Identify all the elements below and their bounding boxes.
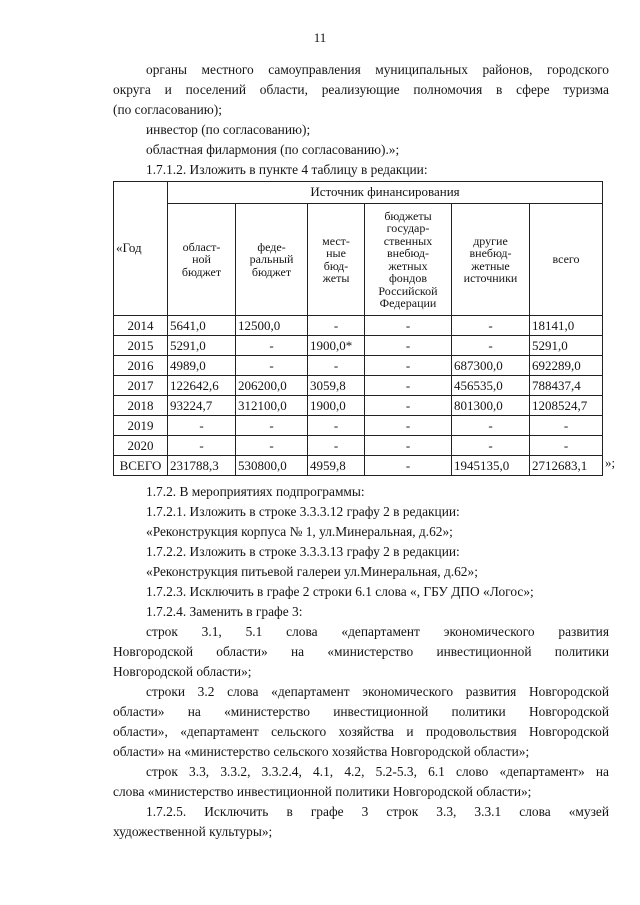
table-cell: - <box>365 436 452 456</box>
body-line-9: Новгородской области» на «министерство инвестиционной политики <box>113 644 609 659</box>
table-cell: 3059,8 <box>308 376 365 396</box>
table-cell: - <box>308 356 365 376</box>
intro-line-5: областная филармония (по согласованию).»; <box>146 142 400 157</box>
table-row <box>114 376 603 396</box>
table-cell: 5291,0 <box>168 336 236 356</box>
body-line-5: «Реконструкция питьевой галереи ул.Минеральная, д.62»; <box>146 564 478 579</box>
row-year: 2019 <box>114 416 168 436</box>
table-cell: - <box>365 376 452 396</box>
intro-line-3: (по согласованию); <box>113 102 222 117</box>
table-cell: 530800,0 <box>236 456 308 476</box>
table-cell: 788437,4 <box>530 376 603 396</box>
col-local-budgets: мест- ные бюд- жеты <box>308 204 365 316</box>
table-cell: - <box>452 436 530 456</box>
table-cell: - <box>530 416 603 436</box>
table-cell: - <box>168 436 236 456</box>
intro-line-2: округа и поселений области, реализующие полномочия в сфере туризма <box>113 82 609 97</box>
body-line-1: 1.7.2. В мероприятиях подпрограммы: <box>146 484 365 499</box>
table-cell: 1945135,0 <box>452 456 530 476</box>
table-cell: - <box>365 336 452 356</box>
row-year: 2015 <box>114 336 168 356</box>
table-row <box>114 316 603 336</box>
table-cell: - <box>236 416 308 436</box>
row-year: 2017 <box>114 376 168 396</box>
table-cell: - <box>308 416 365 436</box>
col-total: всего <box>530 204 603 316</box>
table-cell: - <box>452 336 530 356</box>
body-line-14: области» на «министерство сельского хозяйства Новгородской области»; <box>113 744 530 759</box>
year-header: «Год <box>114 182 168 316</box>
intro-line-4: инвестор (по согласованию); <box>146 122 311 137</box>
body-line-15: строк 3.3, 3.3.2, 3.3.2.4, 4.1, 4.2, 5.2-5.3, 6.1 слово «департамент» на <box>146 764 609 779</box>
table-cell: - <box>452 316 530 336</box>
table-row <box>114 396 603 416</box>
body-line-10: Новгородской области»; <box>113 664 252 679</box>
row-year: 2016 <box>114 356 168 376</box>
table-cell: 12500,0 <box>236 316 308 336</box>
body-line-12: области» на «министерство инвестиционной политики Новгородской <box>113 704 609 719</box>
table-cell: 122642,6 <box>168 376 236 396</box>
col-other-sources: другие внебюд- жетные источники <box>452 204 530 316</box>
row-year: 2018 <box>114 396 168 416</box>
col-federal-budget: феде- ральный бюджет <box>236 204 308 316</box>
body-line-11: строки 3.2 слова «департамент экономического развития Новгородской <box>146 684 609 699</box>
table-cell: - <box>365 456 452 476</box>
table-cell: 2712683,1 <box>530 456 603 476</box>
table-cell: 456535,0 <box>452 376 530 396</box>
table-cell: - <box>452 416 530 436</box>
row-year: 2020 <box>114 436 168 456</box>
body-line-2: 1.7.2.1. Изложить в строке 3.3.3.12 графу 2 в редакции: <box>146 504 460 519</box>
table-cell: - <box>308 436 365 456</box>
table-cell: - <box>168 416 236 436</box>
table-cell: 4989,0 <box>168 356 236 376</box>
col-regional-budget: област- ной бюджет <box>168 204 236 316</box>
table-cell: - <box>308 316 365 336</box>
table-cell: 312100,0 <box>236 396 308 416</box>
table-cell: 5291,0 <box>530 336 603 356</box>
table-cell: 801300,0 <box>452 396 530 416</box>
table-cell: - <box>365 396 452 416</box>
table-cell: 93224,7 <box>168 396 236 416</box>
table-cell: 4959,8 <box>308 456 365 476</box>
table-cell: 1900,0 <box>308 396 365 416</box>
table-cell: 206200,0 <box>236 376 308 396</box>
table-cell: - <box>530 436 603 456</box>
table-cell: - <box>365 416 452 436</box>
body-line-18: художественной культуры»; <box>113 824 273 839</box>
body-line-4: 1.7.2.2. Изложить в строке 3.3.3.13 графу 2 в редакции: <box>146 544 460 559</box>
table-cell: - <box>236 336 308 356</box>
table-row <box>114 356 603 376</box>
col-state-extrabudgetary-funds: бюджеты государ- ственных внебюд- жетных фондов Российской Федерации <box>365 204 452 316</box>
table-cell: 1208524,7 <box>530 396 603 416</box>
financing-source-header: Источник финансирования <box>168 182 603 204</box>
table-cell: - <box>365 316 452 336</box>
table-row-total <box>114 456 603 476</box>
financing-table <box>113 181 603 476</box>
table-row <box>114 436 603 456</box>
body-line-7: 1.7.2.4. Заменить в графе 3: <box>146 604 303 619</box>
body-line-3: «Реконструкция корпуса № 1, ул.Минеральная, д.62»; <box>146 524 453 539</box>
table-cell: 1900,0* <box>308 336 365 356</box>
table-cell: 687300,0 <box>452 356 530 376</box>
table-cell: 231788,3 <box>168 456 236 476</box>
table-cell: - <box>236 436 308 456</box>
body-line-17: 1.7.2.5. Исключить в графе 3 строк 3.3, 3.3.1 слова «музей <box>146 804 609 819</box>
row-year: ВСЕГО <box>114 456 168 476</box>
table-cell: 5641,0 <box>168 316 236 336</box>
table-row <box>114 336 603 356</box>
body-line-8: строк 3.1, 5.1 слова «департамент экономического развития <box>146 624 609 639</box>
table-row <box>114 416 603 436</box>
page-number: 11 <box>313 30 327 45</box>
table-cell: - <box>365 356 452 376</box>
intro-line-1: органы местного самоуправления муниципальных районов, городского <box>146 62 609 77</box>
table-cell: 692289,0 <box>530 356 603 376</box>
table-cell: 18141,0 <box>530 316 603 336</box>
table-cell: - <box>236 356 308 376</box>
table-closing-mark: »; <box>605 455 616 470</box>
body-line-16: слова «министерство инвестиционной политики Новгородской области»; <box>113 784 532 799</box>
row-year: 2014 <box>114 316 168 336</box>
intro-line-6: 1.7.1.2. Изложить в пункте 4 таблицу в редакции: <box>146 162 428 177</box>
body-line-6: 1.7.2.3. Исключить в графе 2 строки 6.1 слова «, ГБУ ДПО «Логос»; <box>146 584 534 599</box>
body-line-13: области», «департамент сельского хозяйства и продовольствия Новгородской <box>113 724 609 739</box>
